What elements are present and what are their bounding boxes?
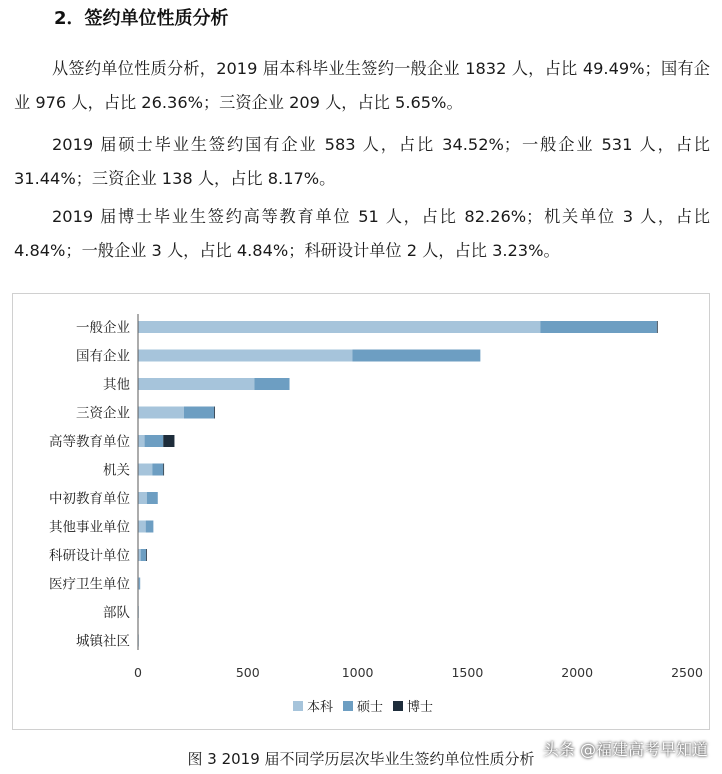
category-label: 部队 xyxy=(103,605,130,621)
bar-本科 xyxy=(138,321,540,333)
x-tick-label: 0 xyxy=(134,665,142,680)
bar-本科 xyxy=(138,521,146,533)
bar-硕士 xyxy=(152,464,163,476)
chart-frame xyxy=(12,293,710,730)
bar-博士 xyxy=(163,435,174,447)
employer-type-chart xyxy=(13,294,709,729)
bar-硕士 xyxy=(147,492,158,504)
category-label: 科研设计单位 xyxy=(49,548,130,564)
bar-硕士 xyxy=(146,521,154,533)
x-tick-label: 1000 xyxy=(341,665,374,680)
bar-硕士 xyxy=(139,578,140,590)
paragraph-doctor: 2019 届博士毕业生签约高等教育单位 51 人，占比 82.26%；机关单位 3 人，占比 4.84%；一般企业 3 人，占比 4.84%；科研设计单位 2 人，占比 3.23%。 xyxy=(14,207,710,260)
legend-swatch-博士 xyxy=(393,701,403,711)
legend-label: 博士 xyxy=(407,700,434,715)
x-tick-label: 1500 xyxy=(451,665,484,680)
legend-label: 硕士 xyxy=(357,700,384,715)
x-tick-label: 2500 xyxy=(671,665,703,680)
category-label: 一般企业 xyxy=(76,320,130,336)
category-label: 其他事业单位 xyxy=(49,519,130,536)
paragraph-master: 2019 届硕士毕业生签约国有企业 583 人，占比 34.52%；一般企业 531 人，占比 31.44%；三资企业 138 人，占比 8.17%。 xyxy=(14,135,710,188)
category-label: 中初教育单位 xyxy=(49,491,130,507)
legend-label: 本科 xyxy=(307,700,334,715)
category-label: 三资企业 xyxy=(76,405,130,422)
bar-本科 xyxy=(138,378,254,390)
bar-硕士 xyxy=(540,321,657,333)
category-label: 高等教育单位 xyxy=(49,434,130,450)
figure-caption: 图 3 2019 届不同学历层次毕业生签约单位性质分析 xyxy=(187,750,535,768)
bar-博士 xyxy=(214,407,215,419)
bar-硕士 xyxy=(184,407,214,419)
x-tick-label: 500 xyxy=(235,665,260,680)
bar-本科 xyxy=(138,492,147,504)
bar-博士 xyxy=(163,464,164,476)
bar-硕士 xyxy=(145,435,164,447)
x-tick-label: 2000 xyxy=(561,665,594,680)
bar-本科 xyxy=(138,464,152,476)
watermark: 头条 @福建高考早知道 xyxy=(542,740,708,759)
category-label: 城镇社区 xyxy=(76,633,130,650)
bar-硕士 xyxy=(141,549,146,561)
category-label: 其他 xyxy=(103,377,130,393)
paragraph-undergraduate: 从签约单位性质分析，2019 届本科毕业生签约一般企业 1832 人，占比 49.49%；国有企业 976 人，占比 26.36%；三资企业 209 人，占比 5.65%。 xyxy=(14,59,710,112)
category-label: 国有企业 xyxy=(76,348,130,365)
bar-本科 xyxy=(138,407,184,419)
bar-硕士 xyxy=(254,378,289,390)
category-label: 医疗卫生单位 xyxy=(49,576,130,593)
legend-swatch-硕士 xyxy=(343,701,353,711)
bar-本科 xyxy=(138,350,352,362)
section-heading: 2．签约单位性质分析 xyxy=(54,8,229,29)
bar-博士 xyxy=(657,321,658,333)
bar-博士 xyxy=(146,549,147,561)
category-label: 机关 xyxy=(103,462,130,479)
bar-本科 xyxy=(138,435,145,447)
bar-硕士 xyxy=(352,350,480,362)
legend-swatch-本科 xyxy=(293,701,303,711)
